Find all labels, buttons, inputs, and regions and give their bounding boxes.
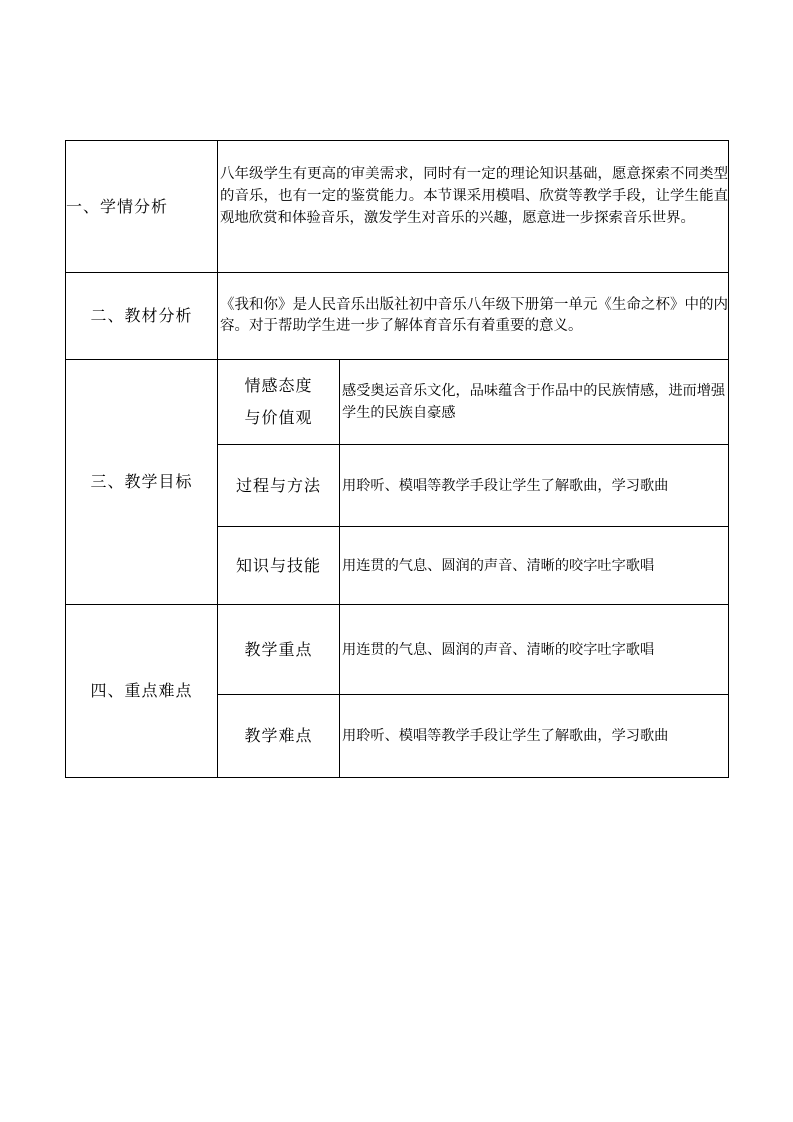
goal-knowledge-value-cell bbox=[340, 527, 729, 605]
material-analysis-label-cell bbox=[66, 273, 218, 360]
difficult-point-value-cell bbox=[340, 695, 729, 778]
goal-process-value-cell bbox=[340, 445, 729, 527]
goal-attitude-label-cell bbox=[218, 360, 340, 445]
key-point-label-cell bbox=[218, 605, 340, 695]
goal-attitude-value-cell bbox=[340, 360, 729, 445]
material-analysis-row bbox=[66, 273, 729, 360]
difficult-point-label-cell bbox=[218, 695, 340, 778]
learner-analysis-label-cell bbox=[66, 141, 218, 273]
lesson-plan-table bbox=[65, 140, 729, 778]
material-analysis-content-cell bbox=[218, 273, 729, 360]
key-points-label-cell bbox=[66, 605, 218, 778]
learner-analysis-row bbox=[66, 141, 729, 273]
goal-process-label-cell bbox=[218, 445, 340, 527]
key-point-value: 用连贯的气息、圆润的声音、清晰的咬字吐字歌唱 bbox=[342, 641, 655, 658]
key-points-label: 四、重点难点 bbox=[90, 681, 193, 700]
learner-analysis-text: 八年级学生有更高的审美需求，同时有一定的理论知识基础，愿意探索不同类型的音乐，也有一定的鉴赏能力。本节课采用模唱、欣赏等教学手段，让学生能直观地欣赏和体验音乐，激发学生对音乐的兴趣，愿意进一步探索音乐世界。 bbox=[220, 166, 728, 226]
goal-attitude-label bbox=[218, 376, 339, 428]
difficult-point-label: 教学难点 bbox=[244, 726, 313, 745]
key-point-label: 教学重点 bbox=[244, 639, 313, 659]
goal-row-attitude bbox=[66, 360, 729, 445]
key-point-value-cell bbox=[340, 605, 729, 695]
goal-attitude-value: 感受奥运音乐文化，品味蕴含于作品中的民族情感，进而增强学生的民族自豪感 bbox=[342, 383, 726, 421]
goal-process-value: 用聆听、模唱等教学手段让学生了解歌曲，学习歌曲 bbox=[342, 477, 669, 494]
teaching-goals-label-cell bbox=[66, 360, 218, 605]
goal-attitude-label-line1: 情感态度 bbox=[244, 376, 313, 395]
goal-knowledge-label: 知识与技能 bbox=[235, 555, 321, 575]
goal-process-label: 过程与方法 bbox=[235, 475, 321, 495]
learner-analysis-label: 一、学情分析 bbox=[66, 196, 169, 216]
goal-knowledge-value: 用连贯的气息、圆润的声音、清晰的咬字吐字歌唱 bbox=[342, 557, 655, 574]
key-point-row bbox=[66, 605, 729, 695]
goal-knowledge-label-cell bbox=[218, 527, 340, 605]
goal-attitude-label-line2: 与价值观 bbox=[244, 408, 313, 427]
teaching-goals-label: 三、教学目标 bbox=[90, 472, 193, 491]
learner-analysis-content-cell bbox=[218, 141, 729, 273]
material-analysis-label: 二、教材分析 bbox=[90, 306, 193, 325]
difficult-point-value: 用聆听、模唱等教学手段让学生了解歌曲，学习歌曲 bbox=[342, 728, 669, 744]
material-analysis-text: 《我和你》是人民音乐出版社初中音乐八年级下册第一单元《生命之杯》中的内容。对于帮助学生进一步了解体育音乐有着重要的意义。 bbox=[220, 297, 728, 334]
